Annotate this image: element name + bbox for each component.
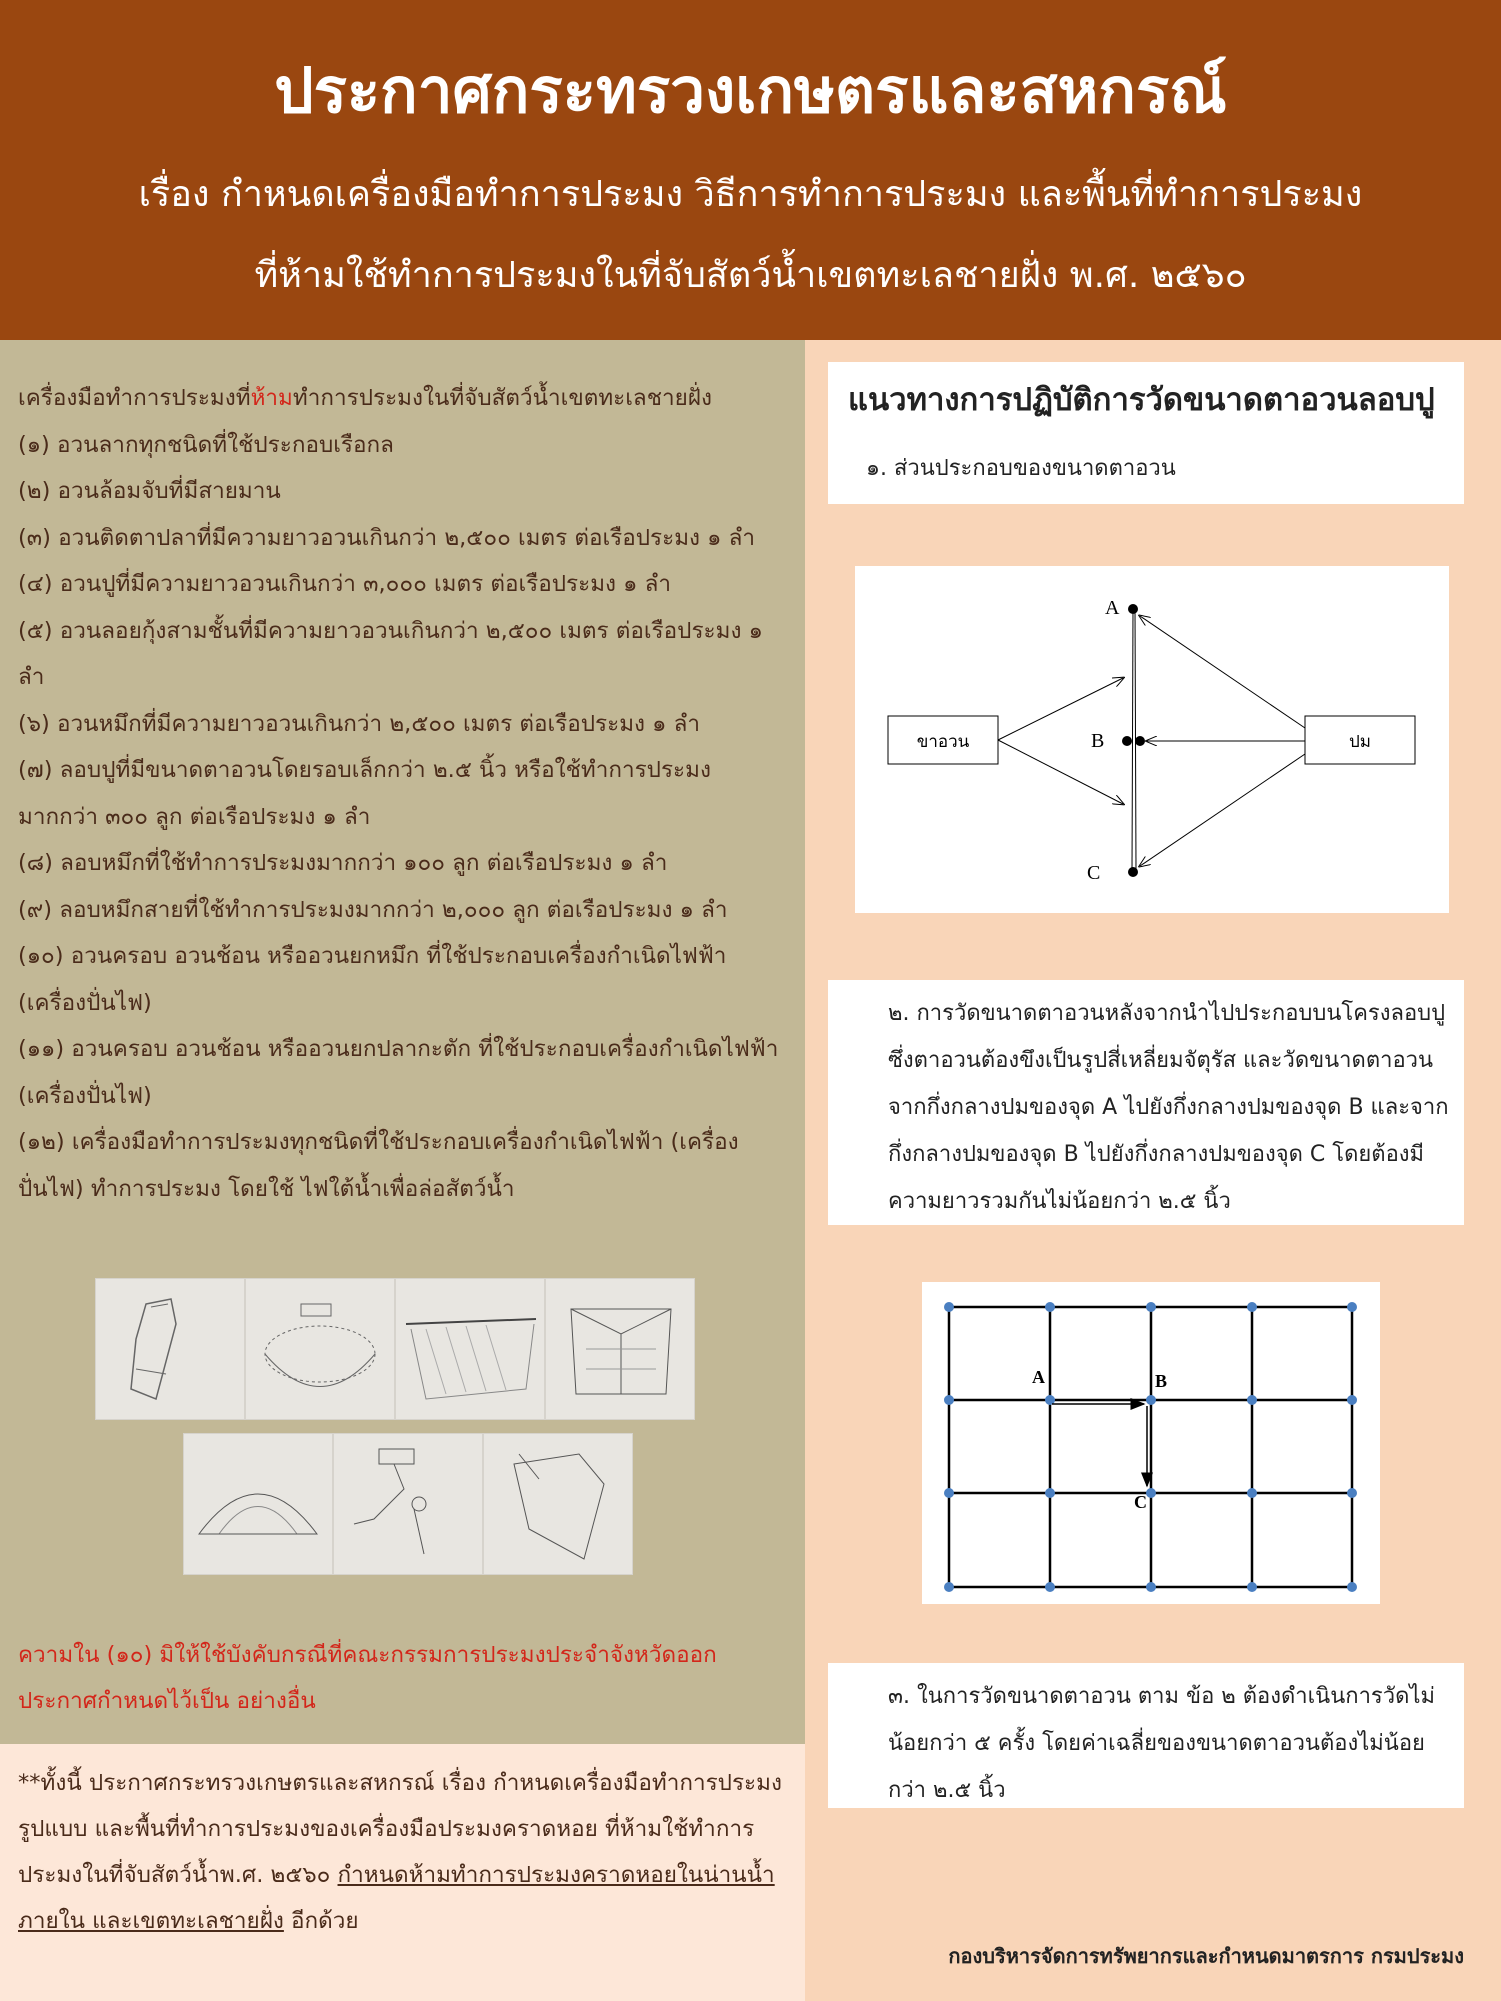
footnote-underlined: กำหนดห้ามทำการประมงคราดหอยในน่านน้ำภายใน และเขตทะเลชายฝั่ง	[18, 1862, 775, 1934]
sketch-purse-seine	[245, 1278, 395, 1420]
note-item-10: ความใน (๑๐) มิให้ใช้บังคับกรณีที่คณะกรรมการประมงประจำจังหวัดออกประกาศกำหนดไว้เป็น อย่างอื่น	[18, 1642, 717, 1714]
prohibited-gear-list	[18, 375, 788, 1212]
sketch-squid-trap-line	[333, 1433, 483, 1575]
list-item: (๑) อวนลากทุกชนิดที่ใช้ประกอบเรือกล	[18, 431, 394, 458]
sketch-gill-net	[395, 1278, 545, 1420]
list-item: (๕) อวนลอยกุ้งสามชั้นที่มีความยาวอวนเกินกว่า ๒,๕๐๐ เมตร ต่อเรือประมง ๑ ลำ	[18, 617, 763, 690]
label-a: A	[1105, 597, 1120, 619]
label-c: C	[1087, 862, 1101, 884]
label-leg: ขาอวน	[916, 732, 970, 751]
mesh-grid-diagram	[922, 1282, 1380, 1604]
point-b2	[1135, 736, 1145, 746]
mesh-grid-svg	[922, 1282, 1380, 1604]
list-item: (๒) อวนล้อมจับที่มีสายมาน	[18, 478, 281, 504]
mesh-component-svg	[855, 566, 1449, 913]
sketch-crab-trap	[183, 1433, 333, 1575]
list-item: (๗) ลอบปูที่มีขนาดตาอวนโดยรอบเล็กกว่า ๒.๕ นิ้ว หรือใช้ทำการประมง มากกว่า ๓๐๐ ลูก ต่อเรือประมง ๑ ลำ	[18, 757, 711, 830]
label-b: B	[1091, 730, 1105, 752]
forbidden-highlight: ห้าม	[250, 385, 293, 411]
step-1: ๑. ส่วนประกอบของขนาดตาอวน	[866, 456, 1176, 481]
list-item: (๑๑) อวนครอบ อวนช้อน หรืออวนยกปลากะตัก ที่ใช้ประกอบเครื่องกำเนิดไฟฟ้า (เครื่องปั่นไฟ)	[18, 1036, 779, 1109]
point-b	[1122, 736, 1132, 746]
list-item: (๔) อวนปูที่มีความยาวอวนเกินกว่า ๓,๐๐๐ เมตร ต่อเรือประมง ๑ ลำ	[18, 571, 672, 597]
step-3: ๓. ในการวัดขนาดตาอวน ตาม ข้อ ๒ ต้องดำเนินการวัดไม่น้อยกว่า ๕ ครั้ง โดยค่าเฉลี่ยของขนาดตาอวนต้องไม่น้อยกว่า ๒.๕ นิ้ว	[888, 1684, 1435, 1803]
page-title: ประกาศกระทรวงเกษตรและสหกรณ์	[274, 54, 1227, 127]
sketch-trawl-net	[95, 1278, 245, 1420]
fishing-gear-sketches	[95, 1278, 705, 1658]
department-credit: กองบริหารจัดการทรัพยากรและกำหนดมาตรการ กรมประมง	[948, 1944, 1464, 1968]
label-knot: ปม	[1349, 732, 1371, 751]
sketch-lift-net	[545, 1278, 695, 1420]
list-item: (๑๒) เครื่องมือทำการประมงทุกชนิดที่ใช้ประกอบเครื่องกำเนิดไฟฟ้า (เครื่องปั่นไฟ) ทำการประมง โดยใช้ ไฟใต้น้ำเพื่อล่อสัตว์น้ำ	[18, 1129, 739, 1202]
sketch-scoop-net	[483, 1433, 633, 1575]
guide-header-box	[828, 362, 1464, 504]
list-item: (๓) อวนติดตาปลาที่มีความยาวอวนเกินกว่า ๒,๕๐๐ เมตร ต่อเรือประมง ๑ ลำ	[18, 524, 756, 551]
subtitle-line-2: ที่ห้ามใช้ทำการประมงในที่จับสัตว์น้ำเขตทะเลชายฝั่ง พ.ศ. ๒๕๖๐	[254, 255, 1247, 296]
step-2-box	[828, 980, 1464, 1225]
guide-title: แนวทางการปฏิบัติการวัดขนาดตาอวนลอบปู	[848, 382, 1435, 418]
list-item: (๙) ลอบหมึกสายที่ใช้ทำการประมงมากกว่า ๒,๐๐๐ ลูก ต่อเรือประมง ๑ ลำ	[18, 896, 728, 923]
mesh-component-diagram	[855, 566, 1449, 913]
list-item: (๑๐) อวนครอบ อวนช้อน หรืออวนยกหมึก ที่ใช้ประกอบเครื่องกำเนิดไฟฟ้า (เครื่องปั่นไฟ)	[18, 943, 727, 1016]
list-item: (๘) ลอบหมึกที่ใช้ทำการประมงมากกว่า ๑๐๐ ลูก ต่อเรือประมง ๑ ลำ	[18, 850, 668, 876]
grid-label-c: C	[1134, 1492, 1147, 1512]
list-item: (๖) อวนหมึกที่มีความยาวอวนเกินกว่า ๒,๕๐๐ เมตร ต่อเรือประมง ๑ ลำ	[18, 710, 701, 737]
list-intro: เครื่องมือทำการประมงที่ห้ามทำการประมงในที่จับสัตว์น้ำเขตทะเลชายฝั่ง	[18, 385, 712, 411]
footnote-text: **ทั้งนี้ ประกาศกระทรวงเกษตรและสหกรณ์ เรื่อง กำหนดเครื่องมือทำการประมง รูปแบบ และพื้นที่ทำการประมงของเครื่องมือประมงคราดหอย ที่ห้ามใช้ทำการประมงในที่จับสัตว์น้ำพ.ศ. ๒๕๖๐ กำหนดห้ามทำการประมงคราดหอยในน่านน้ำภายใน และเขตทะเลชายฝั่ง อีกด้วย	[18, 1770, 782, 1934]
step-3-box	[828, 1663, 1464, 1808]
point-a	[1128, 604, 1138, 614]
grid-label-a: A	[1032, 1367, 1045, 1387]
point-c	[1128, 867, 1138, 877]
subtitle-line-1: เรื่อง กำหนดเครื่องมือทำการประมง วิธีการทำการประมง และพื้นที่ทำการประมง	[138, 174, 1363, 215]
grid-label-b: B	[1155, 1371, 1168, 1391]
step-2: ๒. การวัดขนาดตาอวนหลังจากนำไปประกอบบนโครงลอบปู ซึ่งตาอวนต้องขึงเป็นรูปสี่เหลี่ยมจัตุรัส และวัดขนาดตาอวนจากกึ่งกลางปมของจุด A ไปยังกึ่งกลางปมของจุด B และจากกึ่งกลางปมของจุด B ไปยังกึ่งกลางปมของจุด C โดยต้องมีความยาวรวมกันไม่น้อยกว่า ๒.๕ นิ้ว	[888, 1001, 1449, 1214]
header-banner	[0, 0, 1501, 340]
